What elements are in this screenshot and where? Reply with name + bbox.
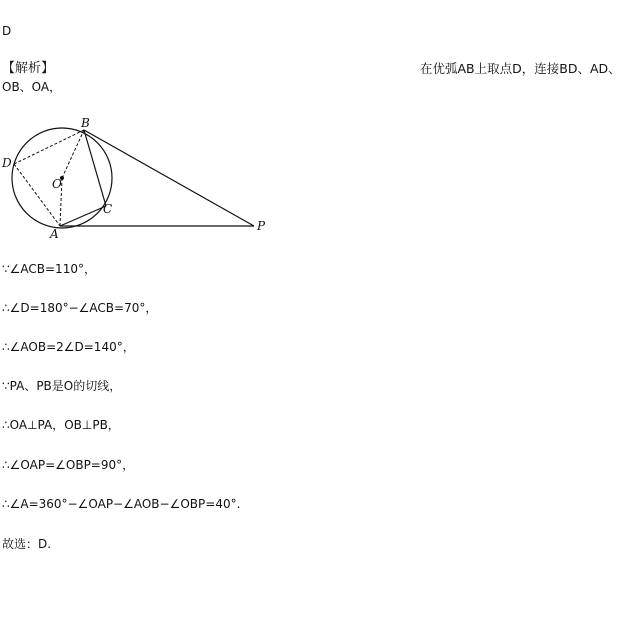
solution-heading: 【解析】: [2, 61, 55, 76]
label-d: D: [2, 156, 12, 170]
segment-bc: [84, 130, 106, 206]
label-o: O: [52, 177, 62, 191]
solution-step-3: ∴∠AOB=2∠D=140°，: [2, 340, 135, 354]
segment-da: [14, 164, 60, 226]
answer-text: D: [2, 24, 12, 38]
solution-step-6: ∴∠OAP=∠OBP=90°，: [2, 458, 135, 472]
solution-step-1: ∵∠ACB=110°，: [2, 262, 96, 276]
solution-intro-continued: OB、OA，: [2, 80, 62, 94]
label-c: C: [103, 202, 113, 216]
solution-step-5: ∴OA⊥PA，OB⊥PB，: [2, 418, 120, 432]
solution-intro: 在优弧AB上取点D，连接BD、AD、: [420, 61, 621, 76]
label-a: A: [50, 227, 59, 240]
label-b: B: [81, 116, 90, 130]
solution-step-2: ∴∠D=180°−∠ACB=70°，: [2, 301, 158, 315]
geometry-figure: [0, 110, 280, 240]
solution-step-4: ∵PA、PB是O的切线，: [2, 379, 122, 393]
label-p: P: [257, 219, 266, 233]
solution-step-7: ∴∠A=360°−∠OAP−∠AOB−∠OBP=40°.: [2, 497, 241, 511]
conclusion-text: 故选：D.: [2, 537, 52, 551]
segment-ob: [62, 130, 84, 178]
segment-db: [14, 130, 84, 164]
